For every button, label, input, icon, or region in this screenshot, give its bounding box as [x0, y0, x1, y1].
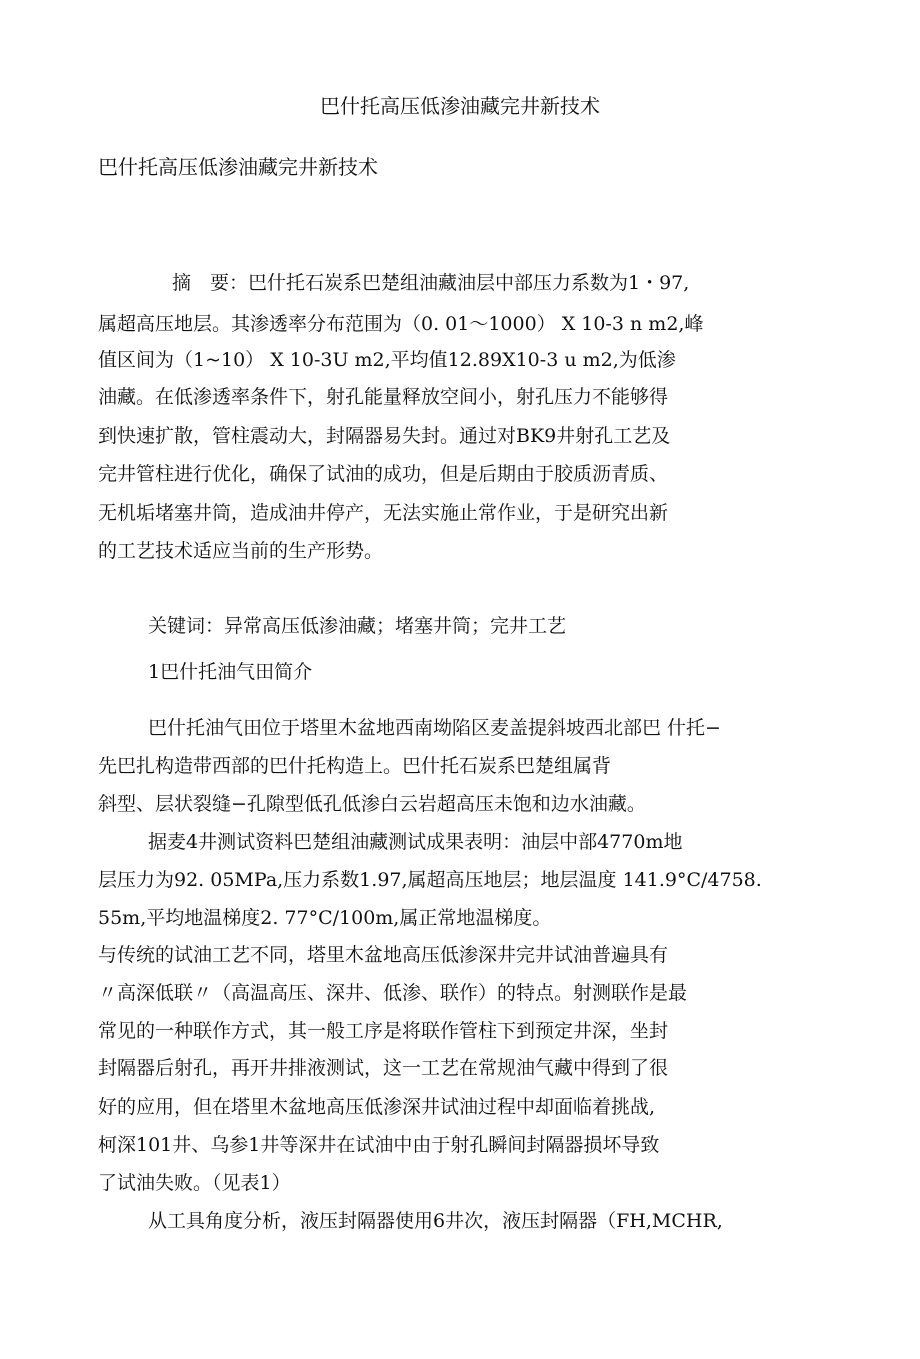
abstract-line: 油藏。在低渗透率条件下，射孔能量释放空间小，射孔压力不能够得	[98, 386, 669, 408]
body-line: 先巴扎构造带西部的巴什托构造上。巴什托石炭系巴楚组属背	[98, 755, 612, 777]
document-subtitle: 巴什托高压低渗油藏完井新技术	[98, 155, 378, 179]
body-line: 55m,平均地温梯度2. 77°C/100m,属正常地温梯度。	[98, 907, 552, 929]
body-line: 常见的一种联作方式，其一般工序是将联作管柱下到预定井深，坐封	[98, 1020, 669, 1042]
body-line: 斜型、层状裂缝−孔隙型低孔低渗白云岩超高压未饱和边水油藏。	[98, 793, 646, 815]
body-line: 〃高深低联〃（高温高压、深井、低渗、联作）的特点。射测联作是最	[98, 982, 688, 1004]
abstract-line: 属超高压地层。其渗透率分布范围为（0. 01～1000） X 10-3 n m2,峰	[98, 313, 704, 335]
section-heading: 1巴什托油气田简介	[148, 661, 313, 683]
document-title: 巴什托高压低渗油藏完井新技术	[320, 94, 600, 118]
body-line: 柯深101井、乌参1井等深井在试油中由于射孔瞬间封隔器损坏导致	[98, 1134, 660, 1156]
body-line: 从工具角度分析，液压封隔器使用6井次，液压封隔器（FH,MCHR,	[148, 1210, 723, 1232]
abstract-line: 无机垢堵塞井筒，造成油井停产，无法实施止常作业，于是研究出新	[98, 502, 669, 524]
body-line: 巴什托油气田位于塔里木盆地西南坳陷区麦盖提斜坡西北部巴 什托−	[148, 717, 721, 739]
abstract-line: 值区间为（1~10） X 10-3U m2,平均值12.89X10-3 u m2,为低渗	[98, 349, 676, 371]
body-line: 与传统的试油工艺不同，塔里木盆地高压低渗深井完井试油普遍具有	[98, 944, 669, 966]
abstract-line: 完井管柱进行优化，确保了试油的成功，但是后期由于胶质沥青质、	[98, 463, 669, 485]
body-line: 层压力为92. 05MPa,压力系数1.97,属超高压地层；地层温度 141.9°C/4758.	[98, 869, 762, 891]
body-line: 封隔器后射孔，再开井排液测试，这一工艺在常规油气藏中得到了很	[98, 1057, 669, 1079]
body-line: 好的应用，但在塔里木盆地高压低渗深井试油过程中却面临着挑战,	[98, 1096, 656, 1118]
keywords: 关键词：异常高压低渗油藏；堵塞井筒；完井工艺	[148, 615, 567, 637]
abstract-line: 摘 要：巴什托石炭系巴楚组油藏油层中部压力系数为1・97,	[172, 272, 690, 294]
body-line: 据麦4井测试资料巴楚组油藏测试成果表明：油层中部4770m地	[148, 831, 683, 853]
abstract-line: 的工艺技术适应当前的生产形势。	[98, 540, 384, 562]
abstract-line: 到快速扩散，管柱震动大，封隔器易失封。通过对BK9井射孔工艺及	[98, 425, 671, 447]
body-line: 了试油失败。（见表1）	[98, 1172, 291, 1194]
